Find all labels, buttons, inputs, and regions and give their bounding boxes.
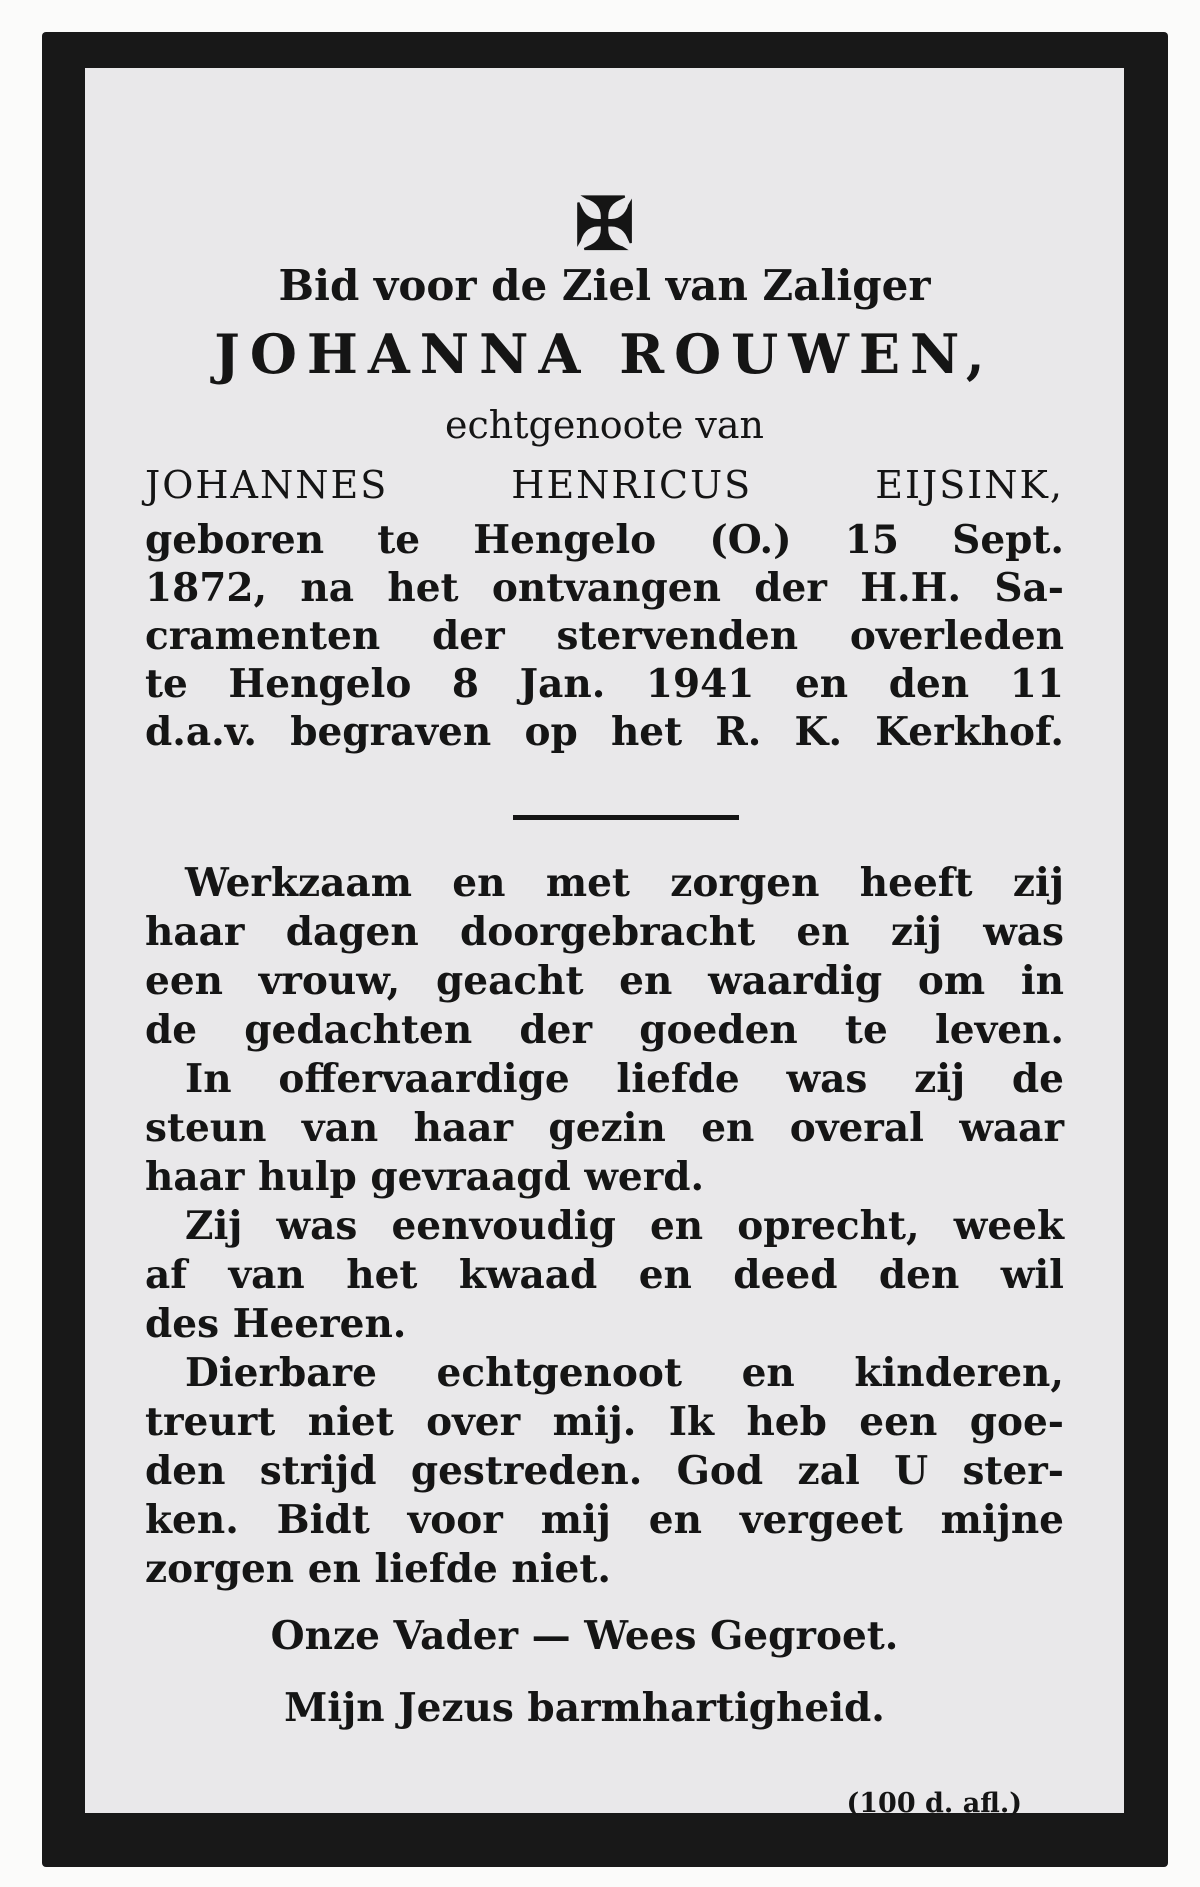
- body-line: Zij was eenvoudig en oprecht, week: [185, 1203, 1064, 1249]
- body-line: des Heeren.: [145, 1301, 407, 1347]
- bio-line: cramenten der stervenden overleden: [145, 613, 1064, 659]
- body-line: de gedachten der goeden te leven.: [145, 1007, 1064, 1053]
- body-line: zorgen en liefde niet.: [145, 1546, 611, 1592]
- cross-icon: ✠: [574, 181, 635, 266]
- body-line: den strijd gestreden. God zal U ster-: [145, 1448, 1064, 1494]
- body-line: ken. Bidt voor mij en vergeet mijne: [145, 1497, 1064, 1543]
- card-panel: [85, 68, 1124, 1819]
- body-line: haar hulp gevraagd werd.: [145, 1154, 705, 1200]
- body-line: steun van haar gezin en overal waar: [145, 1105, 1064, 1151]
- memorial-card: [42, 32, 1168, 1867]
- card-heading: Bid voor de Ziel van Zaliger: [278, 261, 931, 310]
- prayer-line: Onze Vader — Wees Gegroet.: [270, 1613, 899, 1659]
- deceased-name: JOHANNA ROUWEN,: [214, 322, 995, 386]
- bio-line: 1872, na het ontvangen der H.H. Sa-: [145, 565, 1064, 611]
- body-line: Dierbare echtgenoot en kinderen,: [185, 1350, 1064, 1396]
- bio-line: geboren te Hengelo (O.) 15 Sept.: [145, 517, 1064, 563]
- bio-line: d.a.v. begraven op het R. K. Kerkhof.: [145, 709, 1064, 755]
- body-line: een vrouw, geacht en waardig om in: [145, 958, 1064, 1004]
- body-line: In offervaardige liefde was zij de: [185, 1056, 1064, 1102]
- relation-text: echtgenoote van: [445, 403, 764, 447]
- body-line: haar dagen doorgebracht en zij was: [145, 909, 1064, 955]
- bio-line: te Hengelo 8 Jan. 1941 en den 11: [145, 661, 1064, 707]
- body-line: treurt niet over mij. Ik heb een goe-: [145, 1399, 1064, 1445]
- prayer-line: Mijn Jezus barmhartigheid.: [284, 1685, 885, 1731]
- body-line: Werkzaam en met zorgen heeft zij: [185, 860, 1064, 906]
- body-line: af van het kwaad en deed den wil: [145, 1252, 1064, 1298]
- husband-name: JOHANNES HENRICUS EIJSINK,: [145, 463, 1064, 507]
- divider-rule: [513, 815, 739, 820]
- indulgence-note: (100 d. afl.): [846, 1788, 1022, 1819]
